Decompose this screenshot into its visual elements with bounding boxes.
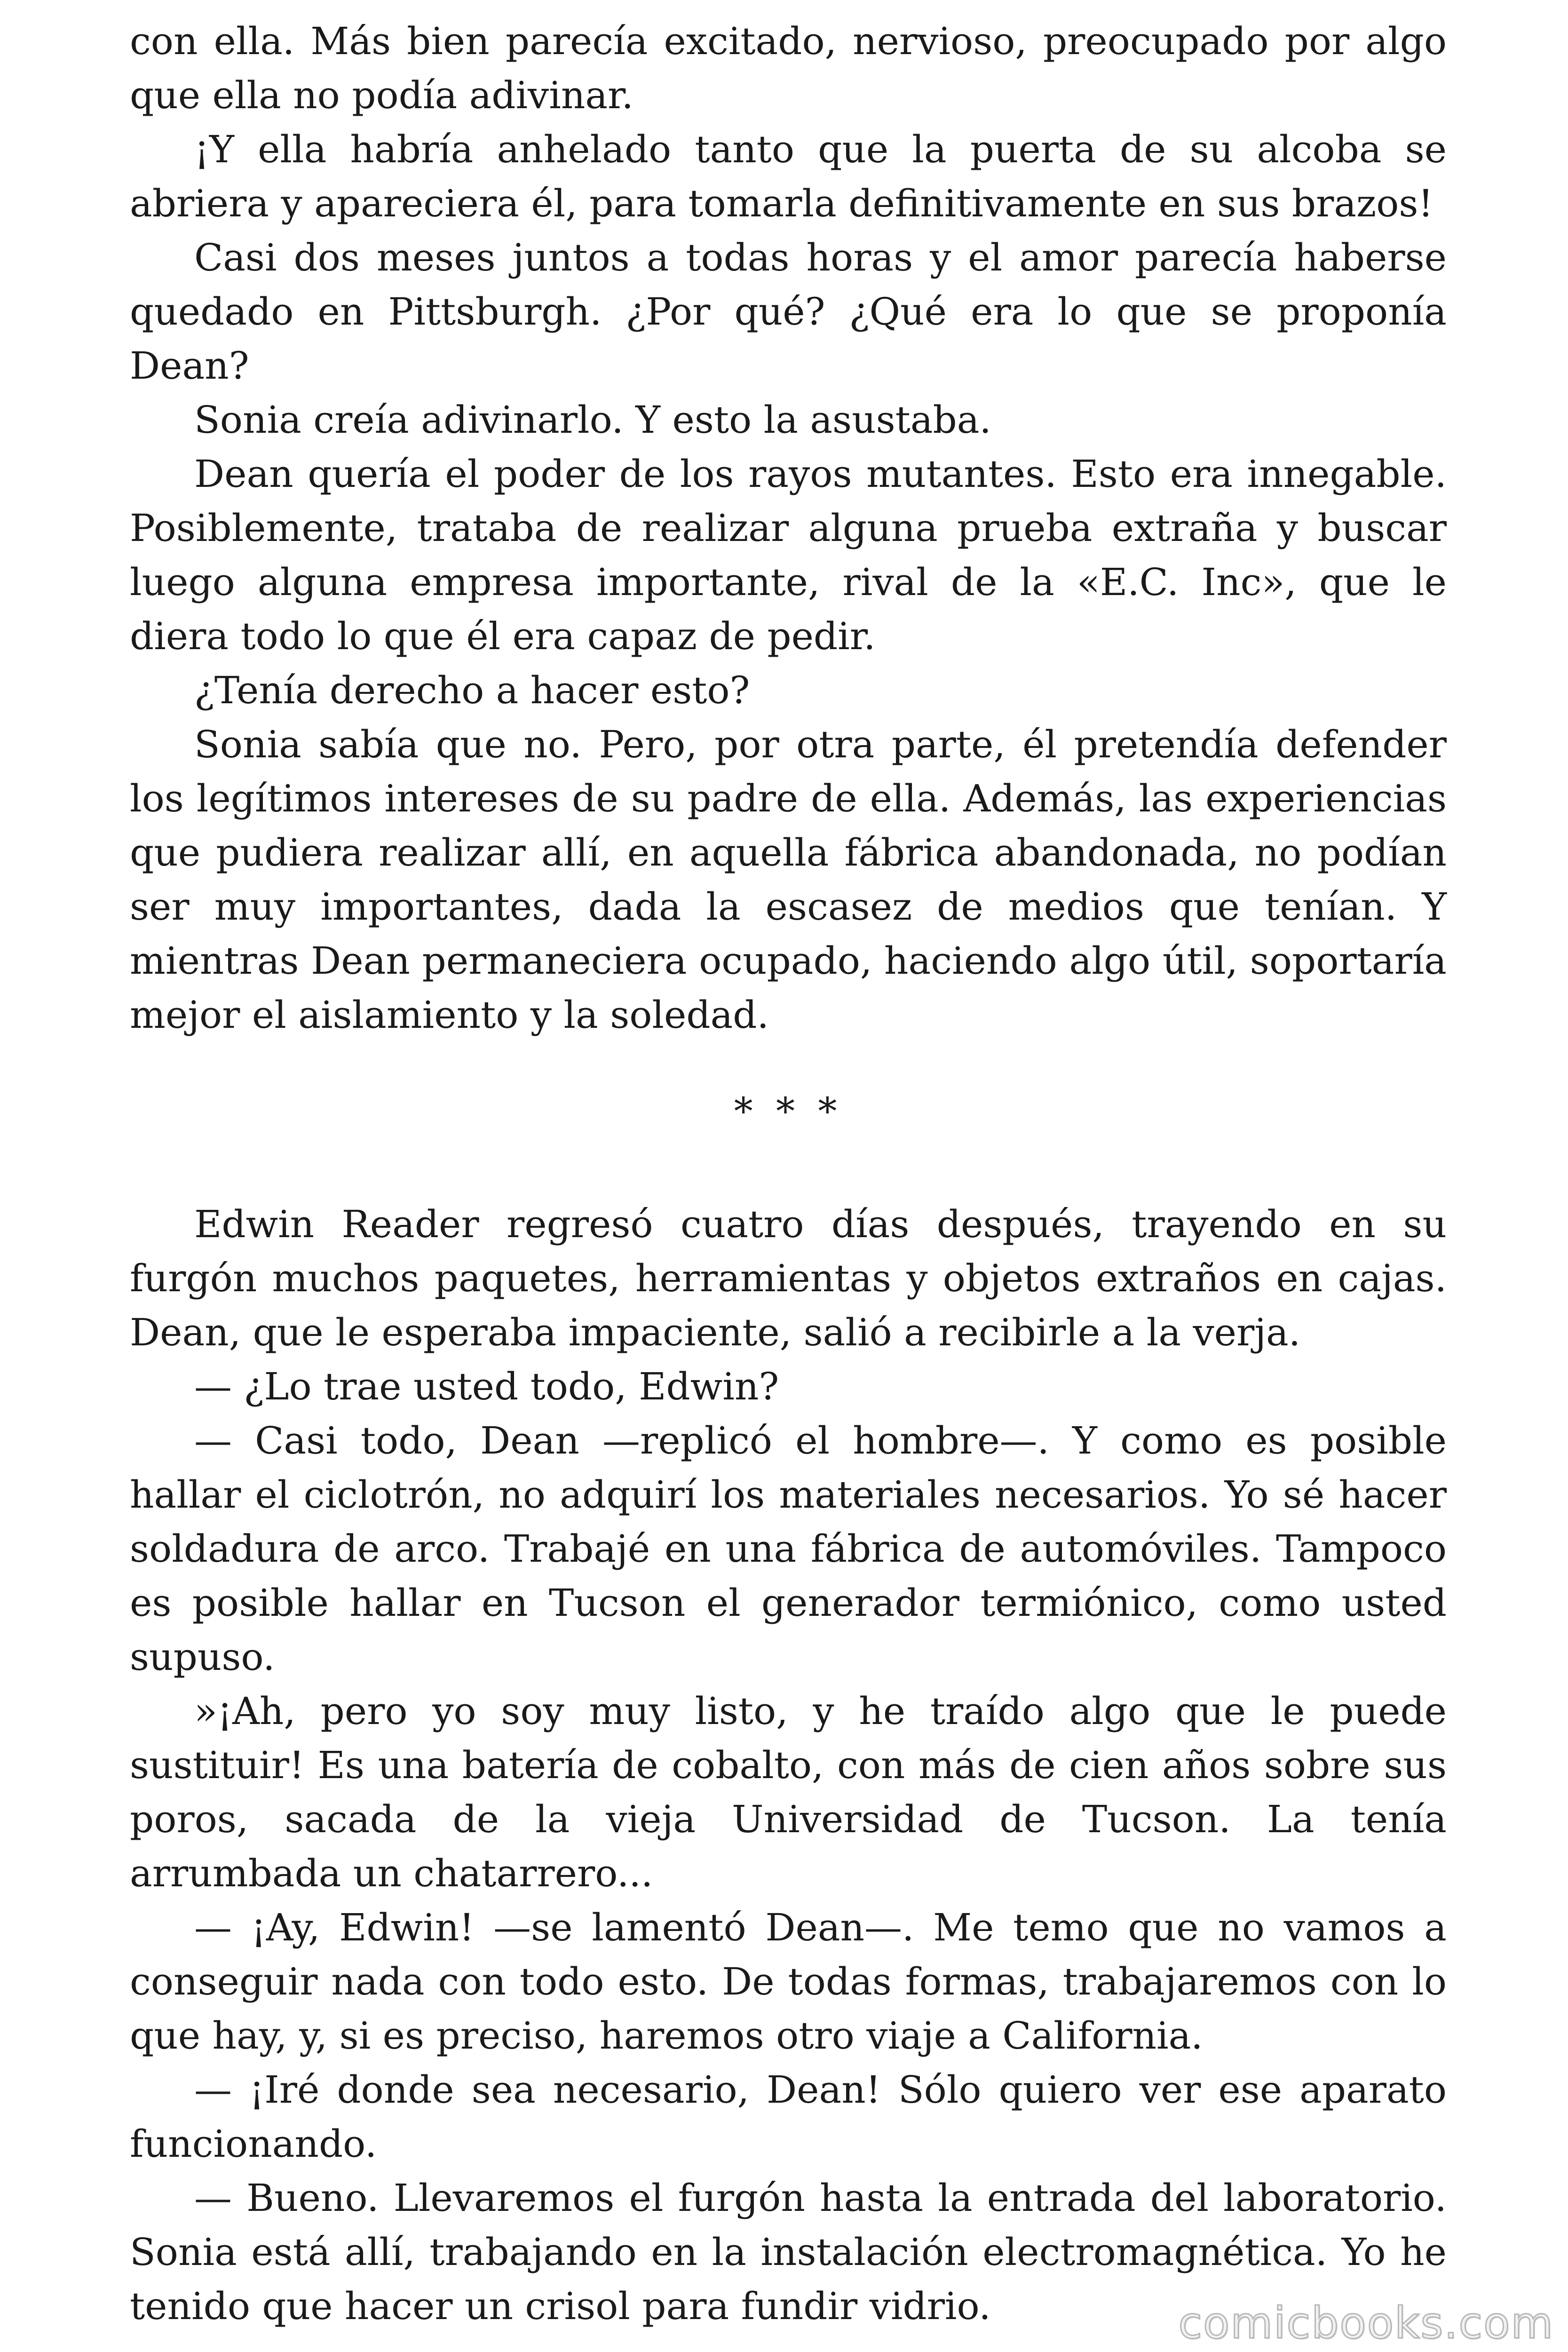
paragraph: Sonia creía adivinarlo. Y esto la asustaba. [194, 398, 991, 442]
paragraph: Edwin Reader regresó cuatro días después, trayendo en su furgón muchos paquetes, herramientas y objetos extraños en cajas. Dean, que le esperaba impaciente, salió a recibirle a la verja. [130, 1202, 1447, 1354]
paragraph: ¿Tenía derecho a hacer esto? [194, 668, 750, 712]
watermark: comicbooks.com [1178, 2298, 1554, 2348]
paragraph: Dean quería el poder de los rayos mutantes. Esto era innegable. Posiblemente, trataba de realizar alguna prueba extraña y buscar luego alguna empresa importante, rival de la «E.C. Inc», que le diera todo lo que él era capaz de pedir. [130, 452, 1447, 658]
dialogue-paragraph: — ¡Ay, Edwin! —se lamentó Dean—. Me temo que no vamos a conseguir nada con todo esto. De todas formas, trabajaremos con lo que hay, y, si es preciso, haremos otro viaje a California. [130, 1906, 1447, 2058]
scene-break: * * * [734, 1089, 843, 1133]
dialogue-paragraph: — ¡Iré donde sea necesario, Dean! Sólo quiero ver ese aparato funcionando. [130, 2068, 1447, 2166]
paragraph: Sonia sabía que no. Pero, por otra parte, él pretendía defender los legítimos intereses de su padre de ella. Además, las experiencias que pudiera realizar allí, en aquella fábrica abandonada, no podían ser muy importantes, dada la escasez de medios que tenían. Y mientras Dean permaneciera ocupado, haciendo algo útil, soportaría mejor el aislamiento y la soledad. [130, 723, 1447, 1037]
dialogue-paragraph: — ¿Lo trae usted todo, Edwin? [194, 1365, 779, 1408]
paragraph-continuation: con ella. Más bien parecía excitado, nervioso, preocupado por algo que ella no podía adivinar. [130, 19, 1447, 117]
paragraph: Casi dos meses juntos a todas horas y el amor parecía haberse quedado en Pittsburgh. ¿Por qué? ¿Qué era lo que se proponía Dean? [130, 236, 1447, 388]
dialogue-paragraph: »¡Ah, pero yo soy muy listo, y he traído algo que le puede sustituir! Es una batería de cobalto, con más de cien años sobre sus poros, sacada de la vieja Universidad de Tucson. La tenía arrumbada un chatarrero... [130, 1689, 1447, 1895]
dialogue-paragraph: — Casi todo, Dean —replicó el hombre—. Y como es posible hallar el ciclotrón, no adquirí los materiales necesarios. Yo sé hacer soldadura de arco. Trabajé en una fábrica de automóviles. Tampoco es posible hallar en Tucson el generador termiónico, como usted supuso. [130, 1419, 1447, 1679]
dialogue-paragraph: — Bueno. Llevaremos el furgón hasta la entrada del laboratorio. Sonia está allí, trabajando en la instalación electromagnética. Yo he tenido que hacer un crisol para fundir vidrio. [130, 2176, 1447, 2328]
book-page [130, 14, 1447, 2333]
paragraph: ¡Y ella habría anhelado tanto que la puerta de su alcoba se abriera y apareciera él, para tomarla definitivamente en sus brazos! [130, 127, 1447, 225]
